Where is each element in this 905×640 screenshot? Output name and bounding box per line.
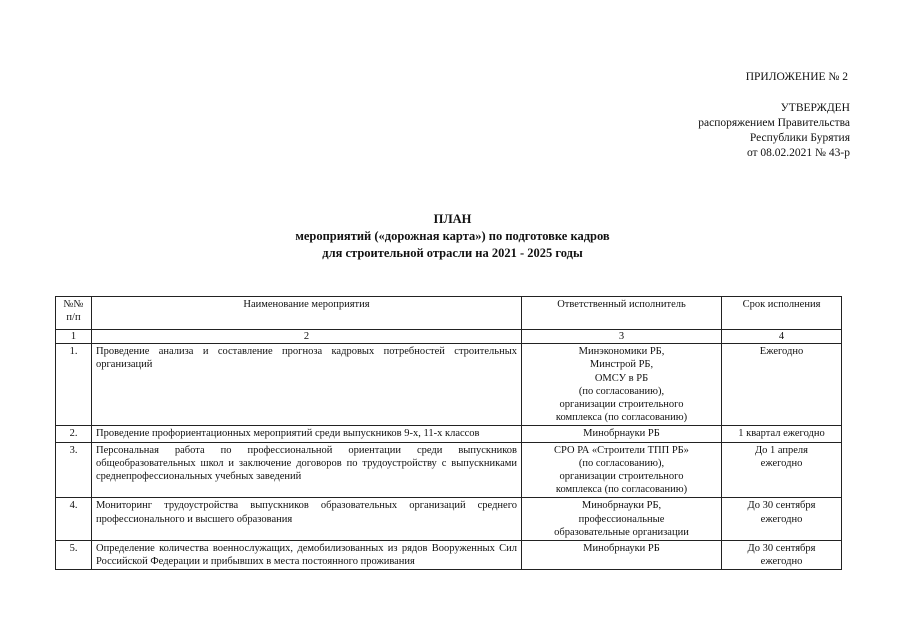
header-num: №№ п/п <box>56 297 92 330</box>
row-name: Проведение профориентационных мероприятий среди выпускников 9-х, 11-х классов <box>92 426 522 442</box>
row-deadline: До 1 апреля ежегодно <box>722 442 842 498</box>
row-deadline: До 30 сентября ежегодно <box>722 498 842 541</box>
approval-line: распоряжением Правительства <box>698 117 850 129</box>
row-executor: СРО РА «Строители ТПП РБ» (по согласованию), организации строительного комплекса (по согласованию) <box>522 442 722 498</box>
table-row <box>56 498 842 541</box>
header-deadline: Срок исполнения <box>722 297 842 330</box>
title-line: мероприятий («дорожная карта») по подготовке кадров <box>295 229 610 243</box>
table-row <box>56 426 842 442</box>
column-number-row <box>56 330 842 344</box>
column-number: 3 <box>522 330 722 344</box>
row-name: Определение количества военнослужащих, демобилизованных из рядов Вооруженных Сил Российской Федерации и прибывших в места постоянного проживания <box>92 541 522 570</box>
table-header-row <box>56 297 842 330</box>
title-line: ПЛАН <box>433 212 472 226</box>
header-name: Наименование мероприятия <box>92 297 522 330</box>
row-number: 3. <box>56 442 92 498</box>
row-executor: Минобрнауки РБ, профессиональные образовательные организации <box>522 498 722 541</box>
column-number: 2 <box>92 330 522 344</box>
row-name: Мониторинг трудоустройства выпускников образовательных организаций среднего профессионального и высшего образования <box>92 498 522 541</box>
row-number: 1. <box>56 344 92 426</box>
table-row <box>56 541 842 570</box>
approval-block <box>698 101 850 161</box>
approval-line: Республики Бурятия <box>749 132 850 144</box>
row-deadline: До 30 сентября ежегодно <box>722 541 842 570</box>
row-name: Проведение анализа и составление прогноза кадровых потребностей строительных организаций <box>92 344 522 426</box>
row-deadline: 1 квартал ежегодно <box>722 426 842 442</box>
appendix-label: ПРИЛОЖЕНИЕ № 2 <box>745 71 848 83</box>
title-line: для строительной отрасли на 2021 - 2025 годы <box>322 246 583 260</box>
plan-table <box>55 296 842 570</box>
row-executor: Минобрнауки РБ <box>522 541 722 570</box>
approval-title: УТВЕРЖДЕН <box>780 102 850 114</box>
table-row <box>56 442 842 498</box>
table-row <box>56 344 842 426</box>
row-number: 2. <box>56 426 92 442</box>
row-number: 5. <box>56 541 92 570</box>
plan-title <box>0 211 905 262</box>
row-executor: Минэкономики РБ, Минстрой РБ, ОМСУ в РБ (по согласованию), организации строительного комплекса (по согласованию) <box>522 344 722 426</box>
approval-date: от 08.02.2021 № 43-р <box>746 147 850 159</box>
column-number: 1 <box>56 330 92 344</box>
row-deadline: Ежегодно <box>722 344 842 426</box>
row-executor: Минобрнауки РБ <box>522 426 722 442</box>
row-number: 4. <box>56 498 92 541</box>
header-executor: Ответственный исполнитель <box>522 297 722 330</box>
column-number: 4 <box>722 330 842 344</box>
row-name: Персональная работа по профессиональной ориентации среди выпускников общеобразовательных школ и заключение договоров по трудоустройству с выпускниками среднепрофессиональных учебных заведений <box>92 442 522 498</box>
